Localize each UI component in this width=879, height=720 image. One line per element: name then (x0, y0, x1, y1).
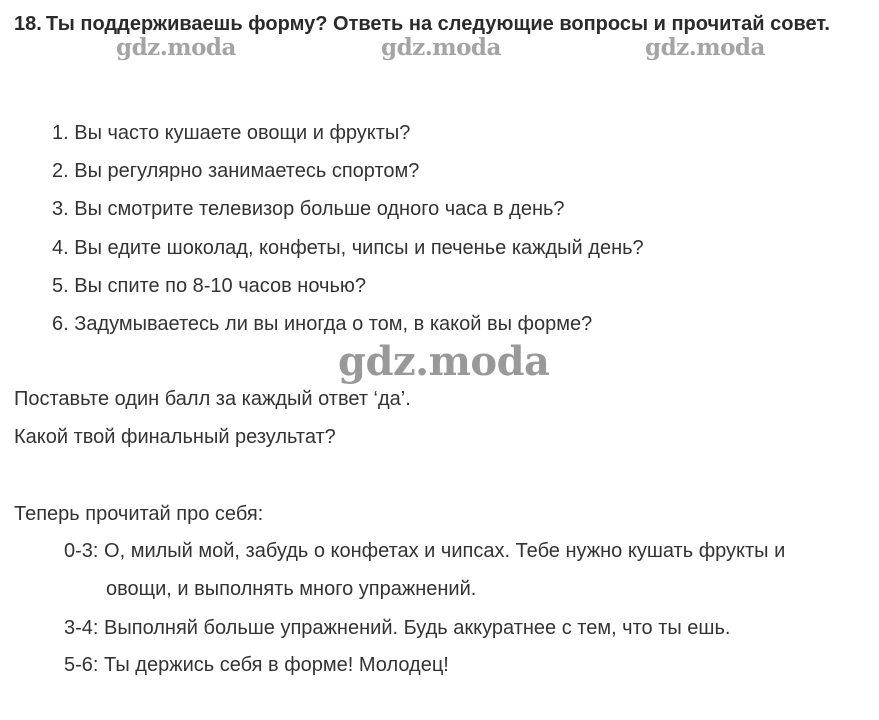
result-3-4: 3-4: Выполняй больше упражнений. Будь аккуратнее с тем, что ты ешь. (64, 617, 731, 639)
task-heading (14, 6, 872, 43)
question-list (52, 114, 644, 343)
question-item: 3. Вы смотрите телевизор больше одного часа в день? (52, 198, 565, 221)
scoring-instruction: Поставьте один балл за каждый ответ ‘да’. (14, 388, 411, 410)
question-item: 4. Вы едите шоколад, конфеты, чипсы и печенье каждый день? (52, 236, 644, 259)
result-0-3-line2: овощи, и выполнять много упражнений. (106, 578, 477, 600)
question-item: 5. Вы спите по 8-10 часов ночью? (52, 274, 366, 297)
task-number: 18. (14, 13, 42, 35)
watermark-center: gdz.moda (338, 338, 550, 385)
watermark-1: gdz.moda (116, 34, 236, 61)
scoring-question: Какой твой финальный результат? (14, 426, 336, 448)
task-title: Ты поддерживаешь форму? Ответь на следующие вопросы и прочитай совет. (45, 13, 830, 35)
question-item: 2. Вы регулярно занимаетесь спортом? (52, 160, 420, 183)
question-item: 1. Вы часто кушаете овощи и фрукты? (52, 122, 411, 144)
question-item: 6. Задумываетесь ли вы иногда о том, в какой вы форме? (52, 312, 593, 335)
result-0-3-line1: 0-3: О, милый мой, забудь о конфетах и чипсах. Тебе нужно кушать фрукты и (64, 540, 786, 562)
watermark-2: gdz.moda (381, 34, 501, 61)
watermark-3: gdz.moda (645, 34, 765, 61)
results-intro: Теперь прочитай про себя: (14, 503, 264, 525)
result-0-3 (64, 532, 872, 608)
result-5-6: 5-6: Ты держись себя в форме! Молодец! (64, 654, 449, 676)
